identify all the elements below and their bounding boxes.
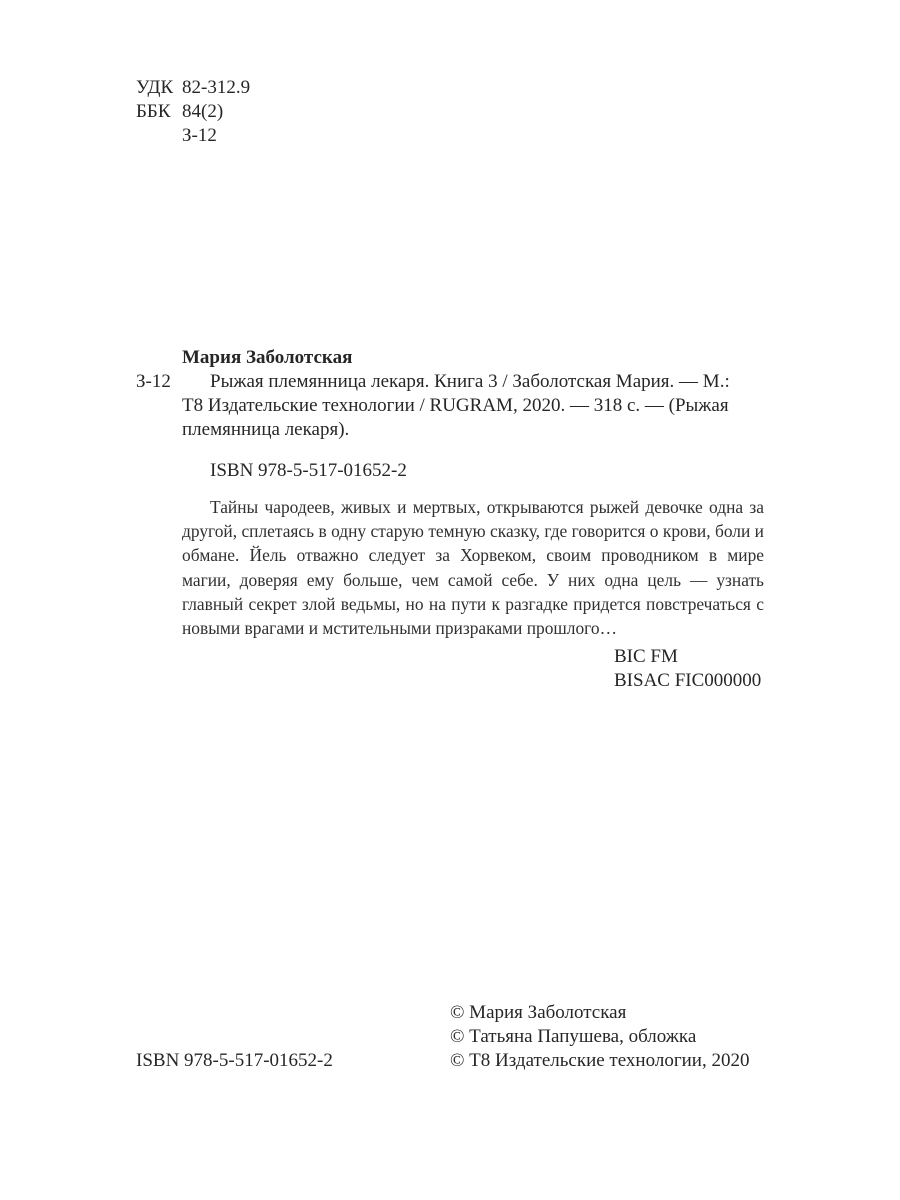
footer-isbn: ISBN 978-5-517-01652-2 (136, 1050, 333, 1071)
description-line: Рыжая племянница лекаря. Книга 3 / Заболотская Мария. — М.: (210, 371, 730, 392)
classification-codes (136, 76, 250, 148)
udk-value: 82-312.9 (182, 77, 251, 98)
catalog-author-mark: З-12 (136, 371, 171, 392)
bbk-label: ББК (136, 101, 171, 122)
author-mark-row (136, 124, 250, 148)
annotation (182, 495, 764, 640)
catalog-isbn: ISBN 978-5-517-01652-2 (210, 460, 407, 481)
bisac-code: BISAC FIC000000 (614, 670, 762, 691)
copyright-publisher: © Т8 Издательские технологии, 2020 (450, 1050, 750, 1071)
subject-codes (614, 645, 761, 693)
author-mark: З-12 (182, 125, 217, 146)
description-line: племянница лекаря). (182, 419, 350, 440)
description-line: Т8 Издательские технологии / RUGRAM, 2020. — 318 с. — (Рыжая (182, 395, 729, 416)
copyright-cover: © Татьяна Папушева, обложка (450, 1026, 697, 1047)
udk-label: УДК (136, 77, 174, 98)
catalog-author: Мария Заболотская (182, 347, 353, 368)
bbk-value: 84(2) (182, 101, 224, 122)
udk-row (136, 76, 250, 100)
bbk-row (136, 100, 250, 124)
bic-code: BIC FM (614, 646, 678, 667)
catalog-description (182, 370, 778, 442)
copyright-block (450, 1001, 749, 1073)
annotation-text: Тайны чародеев, живых и мертвых, открываются рыжей девочке одна за другой, сплетаясь в одну старую темную сказку, где говорится о крови, боли и обмане. Йель отважно следует за Хорвеком, своим проводником в мире магии, доверяя ему больше, чем самой себе. У них одна цель — узнать главный секрет злой ведьмы, но на пути к разгадке придется повстречаться с новыми врагами и мстительными призраками прошлого… (182, 497, 764, 639)
copyright-author: © Мария Заболотская (450, 1002, 627, 1023)
